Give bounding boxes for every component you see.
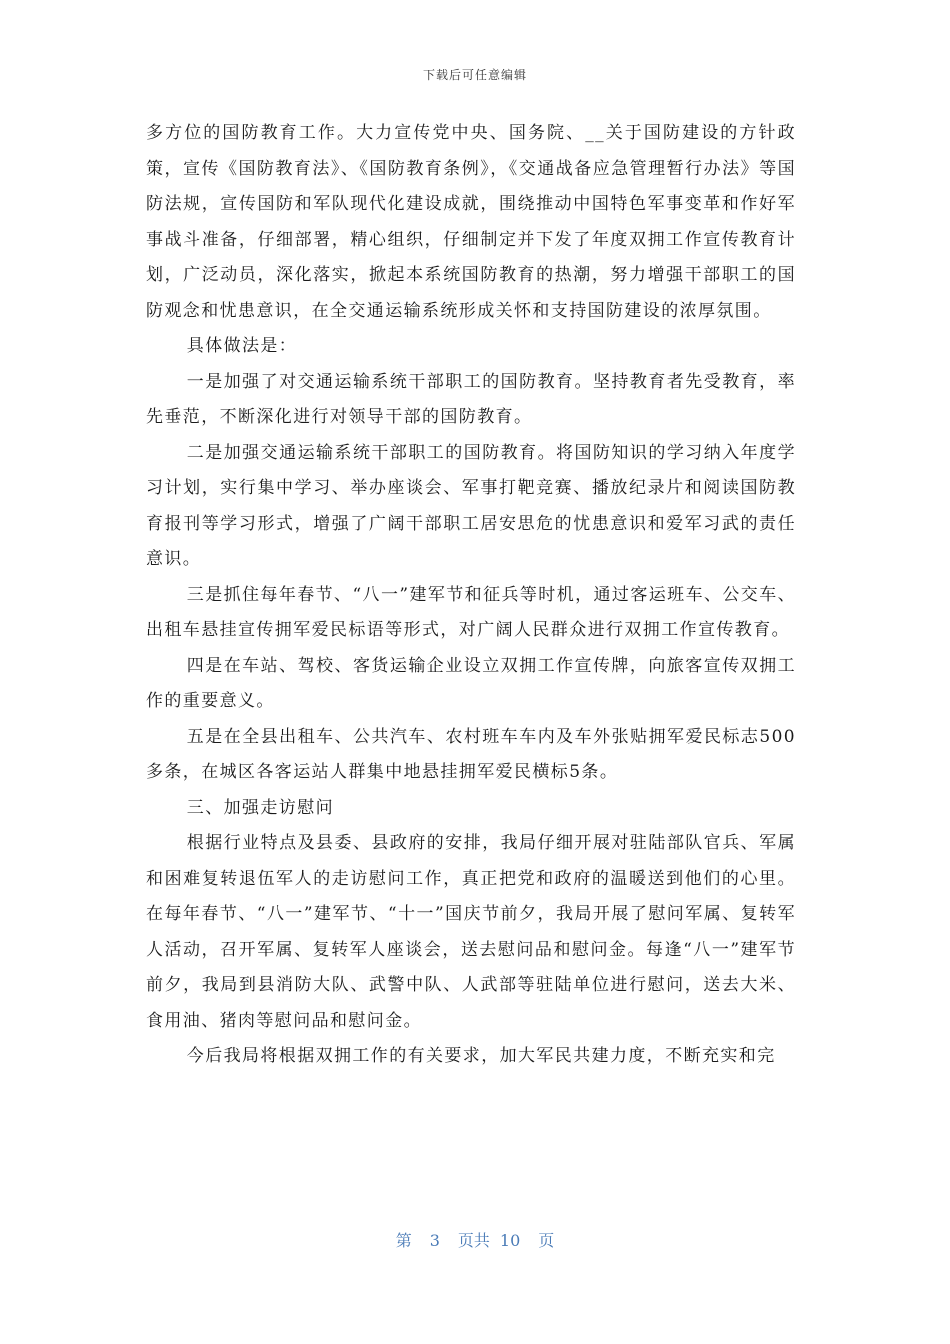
paragraph-item-5: 五是在全县出租车、公共汽车、农村班车车内及车外张贴拥军爱民标志500多条，在城区各客运站人群集中地悬挂拥军爱民横标5条。 <box>146 726 796 782</box>
footer-prefix: 第 <box>395 1231 412 1250</box>
footer-middle: 页共 <box>457 1231 490 1250</box>
paragraph-item-2: 二是加强交通运输系统干部职工的国防教育。将国防知识的学习纳入年度学习计划，实行集中学习、举办座谈会、军事打靶竞赛、播放纪录片和阅读国防教育报刊等学习形式，增强了广阔干部职工居安思危的忧患意识和爱军习武的责任意识。 <box>146 442 796 569</box>
paragraph-future: 今后我局将根据双拥工作的有关要求，加大军民共建力度，不断充实和完 <box>186 1046 776 1066</box>
document-body <box>146 116 796 1075</box>
paragraph-methods-intro: 具体做法是： <box>186 336 298 356</box>
footer-total-pages: 10 <box>499 1231 521 1250</box>
footer-suffix: 页 <box>538 1231 555 1250</box>
paragraph-continuation: 多方位的国防教育工作。大力宣传党中央、国务院、__关于国防建设的方针政策，宣传《国防教育法》、《国防教育条例》，《交通战备应急管理暂行办法》等国防法规，宣传国防和军队现代化建设成就，围绕推动中国特色军事变革和作好军事战斗准备，仔细部署，精心组织，仔细制定并下发了年度双拥工作宣传教育计划，广泛动员，深化落实，掀起本系统国防教育的热潮，努力增强干部职工的国防观念和忧患意识，在全交通运输系统形成关怀和支持国防建设的浓厚氛围。 <box>146 123 796 321</box>
paragraph-item-4: 四是在车站、驾校、客货运输企业设立双拥工作宣传牌，向旅客宣传双拥工作的重要意义。 <box>146 655 796 711</box>
paragraph-visits: 根据行业特点及县委、县政府的安排，我局仔细开展对驻陆部队官兵、军属和困难复转退伍军人的走访慰问工作，真正把党和政府的温暖送到他们的心里。在每年春节、“八一”建军节、“十一”国庆节前夕，我局开展了慰问军属、复转军人活动，召开军属、复转军人座谈会，送去慰问品和慰问金。每逢“八一”建军节前夕，我局到县消防大队、武警中队、人武部等驻陆单位进行慰问，送去大米、食用油、猪肉等慰问品和慰问金。 <box>146 833 796 1031</box>
footer-current-page: 3 <box>429 1231 440 1250</box>
paragraph-item-1: 一是加强了对交通运输系统干部职工的国防教育。坚持教育者先受教育，率先垂范，不断深化进行对领导干部的国防教育。 <box>146 371 796 427</box>
page-footer <box>0 1228 950 1251</box>
paragraph-item-3: 三是抓住每年春节、“八一”建军节和征兵等时机，通过客运班车、公交车、出租车悬挂宣传拥军爱民标语等形式，对广阔人民群众进行双拥工作宣传教育。 <box>146 584 796 640</box>
page-header-note: 下载后可任意编辑 <box>422 68 527 82</box>
section-heading: 三、加强走访慰问 <box>186 797 334 818</box>
